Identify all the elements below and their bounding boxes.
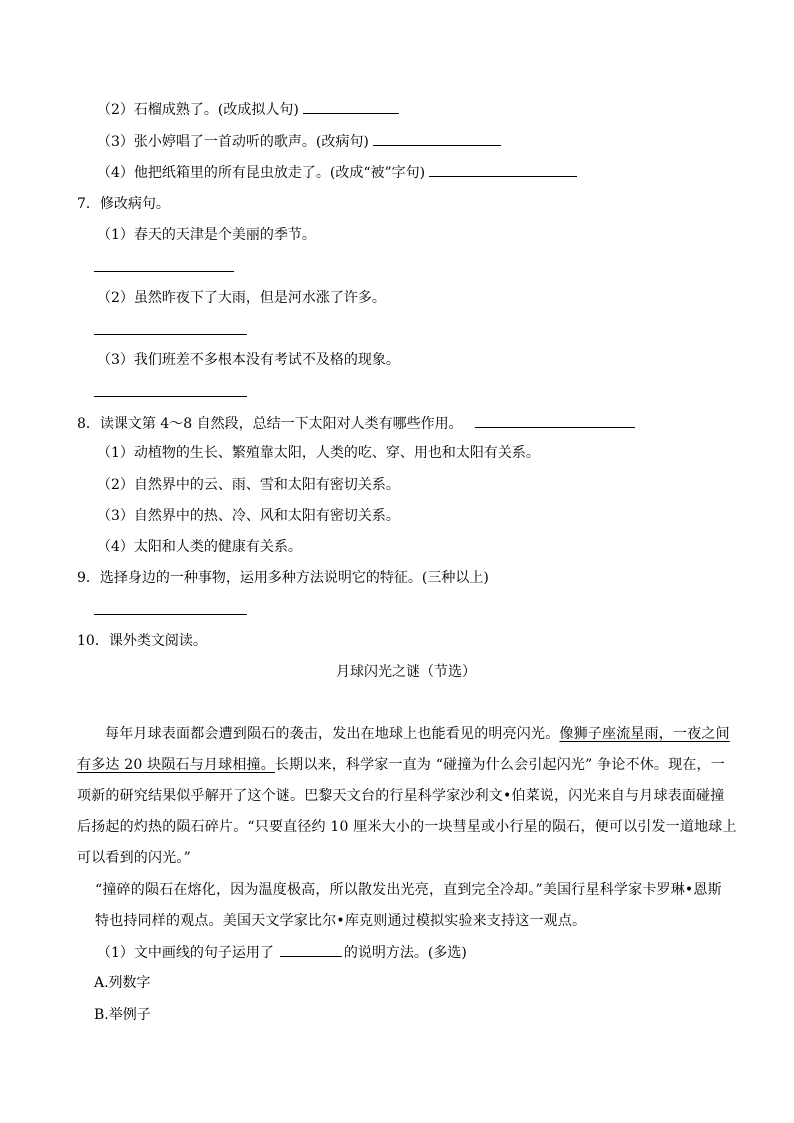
answer-blank[interactable]	[429, 162, 577, 177]
passage-line: 后扬起的灼热的陨石碎片。“只要直径约 10 厘米大小的一块彗星或小行星的陨石，便可以引发一道地球上	[77, 819, 737, 835]
q6-item-3-text: （3）张小婷唱了一首动听的歌声。(改病句)	[97, 134, 369, 150]
q8-item-4: （4）太阳和人类的健康有关系。	[97, 539, 302, 555]
q10-title: 10．课外类文阅读。	[77, 633, 207, 649]
q7-item-2: （2）虽然昨夜下了大雨，但是河水涨了许多。	[97, 290, 386, 306]
passage-text: 长期以来，科学家一直为 “碰撞为什么会引起闪光” 争论不休。现在，一	[274, 757, 725, 773]
q7-title: 7．修改病句。	[77, 196, 170, 212]
q8-item-1: （1）动植物的生长、繁殖靠太阳，人类的吃、穿、用也和太阳有关系。	[97, 445, 540, 461]
q6-item-4	[97, 162, 577, 183]
underlined-sentence: 有多达 20 块陨石与月球相撞。	[77, 757, 275, 773]
answer-blank[interactable]	[303, 99, 399, 114]
passage-title	[0, 662, 794, 682]
option-a[interactable]: A.列数字	[94, 975, 151, 991]
passage-line: 可以看到的闪光。”	[77, 850, 191, 866]
passage-line: 项新的研究结果似乎解开了这个谜。巴黎天文台的行星科学家沙利文•伯菜说，闪光来自与月球表面碰撞	[77, 788, 725, 804]
q8-item-3: （3）自然界中的热、冷、风和太阳有密切关系。	[97, 508, 400, 524]
passage-title-text: 月球闪光之谜（节选）	[336, 664, 476, 680]
option-b[interactable]: B.举例子	[94, 1007, 151, 1023]
q6-item-4-text: （4）他把纸箱里的所有昆虫放走了。(改成“被”字句)	[97, 165, 426, 181]
q8-item-2: （2）自然界中的云、雨、雪和太阳有密切关系。	[97, 477, 400, 493]
passage-line	[105, 724, 730, 744]
passage-line: “撞碎的陨石在熔化，因为温度极高，所以散发出光亮，直到完全冷却。”美国行星科学家卡罗琳•恩斯	[95, 882, 722, 898]
answer-blank[interactable]	[280, 942, 342, 957]
passage-text: 每年月球表面都会遭到陨石的袭击，发出在地球上也能看见的明亮闪光。	[105, 726, 560, 742]
q9-title: 9．选择身边的一种事物，运用多种方法说明它的特征。(三种以上)	[77, 570, 489, 586]
answer-line[interactable]	[94, 334, 247, 335]
passage-line: 特也持同样的观点。美国天文学家比尔•库克则通过模拟实验来支持这一观点。	[95, 913, 587, 929]
underlined-sentence: 像狮子座流星雨，一夜之间	[559, 726, 730, 742]
answer-line[interactable]	[94, 614, 247, 615]
sub-question-post: 的说明方法。(多选)	[343, 945, 467, 961]
q10-sub-question	[97, 942, 467, 963]
q6-item-2-text: （2）石榴成熟了。(改成拟人句)	[97, 102, 299, 118]
q6-item-3	[97, 131, 501, 152]
q7-item-1: （1）春天的天津是个美丽的季节。	[97, 227, 316, 243]
q6-item-2	[97, 99, 399, 120]
q7-item-3: （3）我们班差不多根本没有考试不及格的现象。	[97, 352, 400, 368]
q8-title	[77, 413, 635, 434]
q8-title-text: 8．读课文第 4～8 自然段，总结一下太阳对人类有哪些作用。	[77, 416, 463, 432]
passage-line	[77, 755, 725, 775]
answer-line[interactable]	[94, 396, 247, 397]
answer-blank[interactable]	[373, 131, 501, 146]
answer-line[interactable]	[94, 271, 234, 272]
answer-blank[interactable]	[475, 413, 635, 428]
sub-question-pre: （1）文中画线的句子运用了	[97, 945, 274, 961]
